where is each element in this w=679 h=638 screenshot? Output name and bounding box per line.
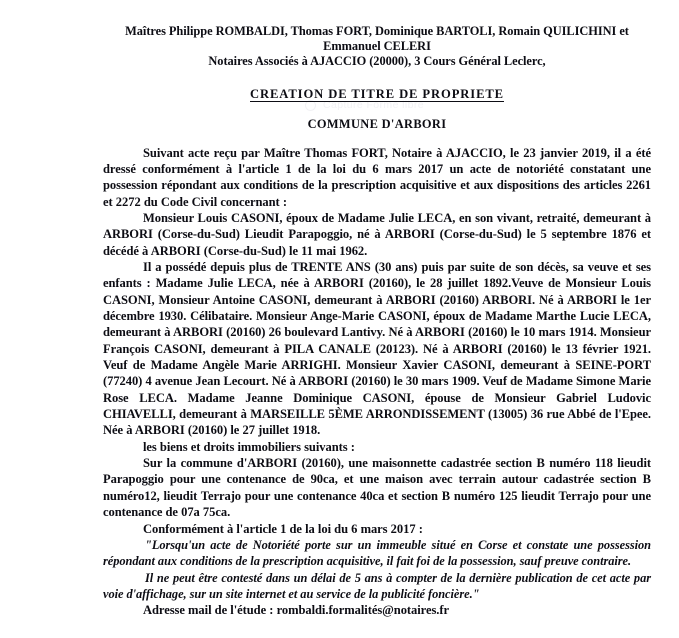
quote-loi-alinea-1: "Lorsqu'un acte de Notoriété porte sur un immeuble situé en Corse et constate une possession répondant aux conditions de la prescription acquisitive, il fait foi de la possession, sauf preuve contraire. bbox=[103, 537, 651, 569]
letterhead-line-2: Emmanuel CELERI bbox=[323, 39, 431, 54]
paragraph-monsieur-louis-casoni: Monsieur Louis CASONI, époux de Madame Julie LECA, en son vivant, retraité, demeurant à ARBORI (Corse-du-Sud) Lieudit Parapoggio, né à ARBORI (Corse-du-Sud) le 5 septembre 1876 et décédé à ARBORI (Corse-du-Sud) le 11 mai 1962. bbox=[103, 210, 651, 258]
paragraph-acte-recu: Suivant acte reçu par Maître Thomas FORT, Notaire à AJACCIO, le 23 janvier 2019, il a été dressé conformément à l'article 1 de la loi du 6 mars 2017 un acte de notoriété constatant une possession répondant aux conditions de la prescription acquisitive et aux dispositions des articles 2261 et 2272 du Code Civil concernant : bbox=[103, 145, 651, 209]
paragraph-possession-trente-ans: Il a possédé depuis plus de TRENTE ANS (30 ans) puis par suite de son décès, sa veuve et ses enfants : Madame Julie LECA, née à ARBORI (20160), le 28 juillet 1892.Veuve de Monsieur Louis CASONI, Monsieur Antoine CASONI, demeurant à ARBORI (20160) ARBORI. Né à ARBORI le 1er décembre 1930. Célibataire. Monsieur Ange-Marie CASONI, époux de Madame Marthe Lucie LECA, demeurant à ARBORI (20160) 26 boulevard Lantivy. Né à ARBORI (20160) le 10 mars 1914. Monsieur François CASONI, demeurant à PILA CANALE (20123). Né à ARBORI (20160) le 13 février 1921. Veuf de Madame Angèle Marie ARRIGHI. Monsieur Xavier CASONI, demeurant à SEINE-PORT (77240) 4 avenue Jean Lecourt. Né à ARBORI (20160) le 30 mars 1909. Veuf de Madame Simone Marie Rose LECA. Madame Jeanne Dominique CASONI, épouse de Monsieur Gabriel Ludovic CHIAVELLI, demeurant à MARSEILLE 5ÈME ARRONDISSEMENT (13005) 36 rue Abbé de l'Epee. Née à ARBORI (20160) le 27 juillet 1918. bbox=[103, 260, 651, 438]
page-title: CREATION DE TITRE DE PROPRIETE bbox=[250, 86, 504, 101]
paragraph-biens-immobiliers-intro: les biens et droits immobiliers suivants : bbox=[143, 439, 355, 454]
free-form-capture-label: Capture Forme libre bbox=[323, 99, 424, 111]
letterhead-line-3: Notaires Associés à AJACCIO (20000), 3 Cours Général Leclerc, bbox=[208, 54, 546, 69]
document-body bbox=[103, 0, 651, 619]
paragraph-adresse-mail: Adresse mail de l'étude : rombaldi.formalités@notaires.fr bbox=[143, 603, 450, 618]
quote-loi-alinea-2: Il ne peut être contesté dans un délai de 5 ans à compter de la dernière publication de cet acte par voie d'affichage, sur un site internet et au service de la publicité foncière." bbox=[103, 570, 651, 601]
paragraph-conformement-article: Conformément à l'article 1 de la loi du 6 mars 2017 : bbox=[143, 521, 423, 536]
letterhead bbox=[103, 24, 651, 70]
document-subtitle: COMMUNE D'ARBORI bbox=[307, 116, 447, 131]
paragraph-description-cadastrale: Sur la commune d'ARBORI (20160), une maisonnette cadastrée section B numéro 118 lieudit Parapoggio pour une contenance de 90ca, et une maison avec terrain autour cadastrée section B numéro12, lieudit Terrajo pour une contenance 40ca et section B numéro 125 lieudit Terrajo pour une contenance de 07a 75ca. bbox=[103, 456, 651, 520]
letterhead-line-1: Maîtres Philippe ROMBALDI, Thomas FORT, Dominique BARTOLI, Romain QUILICHINI et bbox=[125, 24, 629, 38]
